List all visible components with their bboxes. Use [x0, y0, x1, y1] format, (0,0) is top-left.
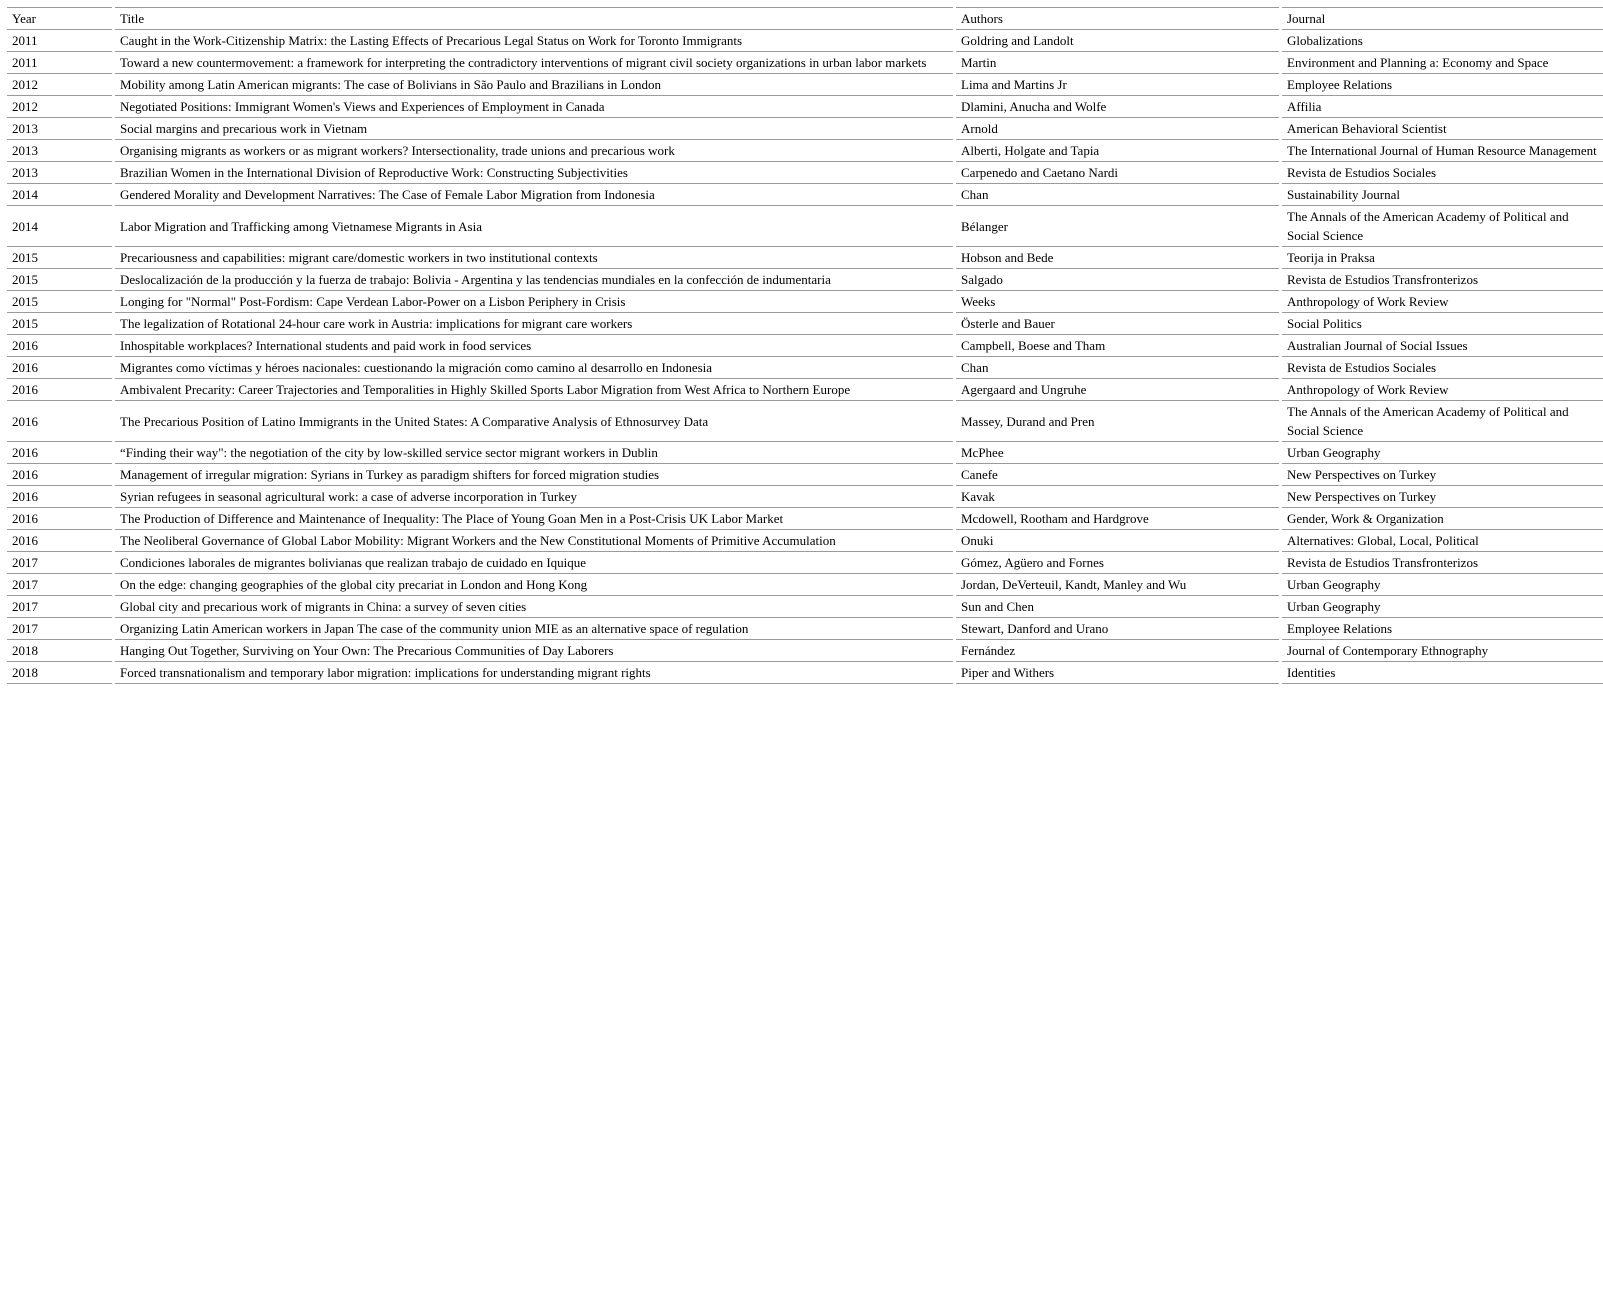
cell-year: 2015 — [7, 312, 112, 334]
cell-year: 2016 — [7, 356, 112, 378]
table-row — [7, 268, 1603, 290]
cell-title: Deslocalización de la producción y la fuerza de trabajo: Bolivia - Argentina y las tendencias mundiales en la confección de indumentaria — [115, 268, 953, 290]
cell-title: Gendered Morality and Development Narratives: The Case of Female Labor Migration from Indonesia — [115, 183, 953, 205]
table-row — [7, 95, 1603, 117]
cell-title: Negotiated Positions: Immigrant Women's Views and Experiences of Employment in Canada — [115, 95, 953, 117]
cell-journal: Social Politics — [1282, 312, 1603, 334]
cell-journal: Employee Relations — [1282, 617, 1603, 639]
cell-authors: Fernández — [956, 639, 1279, 661]
cell-title: Social margins and precarious work in Vietnam — [115, 117, 953, 139]
cell-year: 2016 — [7, 400, 112, 441]
table-row — [7, 334, 1603, 356]
cell-title: Longing for "Normal" Post-Fordism: Cape Verdean Labor-Power on a Lisbon Periphery in Crisis — [115, 290, 953, 312]
cell-title: Ambivalent Precarity: Career Trajectories and Temporalities in Highly Skilled Sports Labor Migration from West Africa to Northern Europe — [115, 378, 953, 400]
cell-authors: Chan — [956, 183, 1279, 205]
cell-year: 2016 — [7, 529, 112, 551]
header-row — [7, 7, 1603, 29]
table-row — [7, 529, 1603, 551]
table-row — [7, 617, 1603, 639]
table-row — [7, 661, 1603, 684]
table-row — [7, 639, 1603, 661]
cell-title: The Precarious Position of Latino Immigrants in the United States: A Comparative Analysis of Ethnosurvey Data — [115, 400, 953, 441]
cell-year: 2018 — [7, 661, 112, 684]
cell-authors: Sun and Chen — [956, 595, 1279, 617]
cell-journal: Urban Geography — [1282, 573, 1603, 595]
cell-authors: Arnold — [956, 117, 1279, 139]
table-row — [7, 51, 1603, 73]
cell-authors: Martin — [956, 51, 1279, 73]
cell-journal: Globalizations — [1282, 29, 1603, 51]
cell-journal: Gender, Work & Organization — [1282, 507, 1603, 529]
cell-authors: Stewart, Danford and Urano — [956, 617, 1279, 639]
cell-journal: Alternatives: Global, Local, Political — [1282, 529, 1603, 551]
table-row — [7, 463, 1603, 485]
cell-authors: Campbell, Boese and Tham — [956, 334, 1279, 356]
cell-journal: Environment and Planning a: Economy and Space — [1282, 51, 1603, 73]
cell-journal: Employee Relations — [1282, 73, 1603, 95]
cell-authors: Kavak — [956, 485, 1279, 507]
cell-title: Precariousness and capabilities: migrant care/domestic workers in two institutional contexts — [115, 246, 953, 268]
cell-authors: Weeks — [956, 290, 1279, 312]
cell-authors: McPhee — [956, 441, 1279, 463]
table-row — [7, 378, 1603, 400]
cell-authors: Goldring and Landolt — [956, 29, 1279, 51]
cell-journal: Urban Geography — [1282, 595, 1603, 617]
cell-journal: Sustainability Journal — [1282, 183, 1603, 205]
table-row — [7, 507, 1603, 529]
header-journal: Journal — [1282, 7, 1603, 29]
cell-year: 2018 — [7, 639, 112, 661]
cell-year: 2011 — [7, 51, 112, 73]
cell-authors: Carpenedo and Caetano Nardi — [956, 161, 1279, 183]
cell-authors: Canefe — [956, 463, 1279, 485]
header-title: Title — [115, 7, 953, 29]
cell-title: Organizing Latin American workers in Japan The case of the community union MIE as an alternative space of regulation — [115, 617, 953, 639]
cell-authors: Salgado — [956, 268, 1279, 290]
cell-journal: Revista de Estudios Sociales — [1282, 356, 1603, 378]
cell-title: Caught in the Work-Citizenship Matrix: the Lasting Effects of Precarious Legal Status on Work for Toronto Immigrants — [115, 29, 953, 51]
cell-year: 2013 — [7, 161, 112, 183]
table-row — [7, 573, 1603, 595]
cell-authors: Lima and Martins Jr — [956, 73, 1279, 95]
cell-year: 2017 — [7, 595, 112, 617]
cell-title: Migrantes como víctimas y héroes nacionales: cuestionando la migración como camino al desarrollo en Indonesia — [115, 356, 953, 378]
table-row — [7, 290, 1603, 312]
cell-title: “Finding their way": the negotiation of the city by low-skilled service sector migrant workers in Dublin — [115, 441, 953, 463]
cell-authors: Hobson and Bede — [956, 246, 1279, 268]
cell-title: Organising migrants as workers or as migrant workers? Intersectionality, trade unions and precarious work — [115, 139, 953, 161]
table-row — [7, 485, 1603, 507]
table-body — [7, 29, 1603, 684]
cell-year: 2017 — [7, 573, 112, 595]
cell-journal: Anthropology of Work Review — [1282, 378, 1603, 400]
cell-authors: Österle and Bauer — [956, 312, 1279, 334]
cell-authors: Piper and Withers — [956, 661, 1279, 684]
cell-year: 2016 — [7, 463, 112, 485]
cell-year: 2011 — [7, 29, 112, 51]
table-row — [7, 29, 1603, 51]
cell-authors: Dlamini, Anucha and Wolfe — [956, 95, 1279, 117]
table-row — [7, 183, 1603, 205]
cell-journal: American Behavioral Scientist — [1282, 117, 1603, 139]
cell-title: Forced transnationalism and temporary labor migration: implications for understanding migrant rights — [115, 661, 953, 684]
table-row — [7, 117, 1603, 139]
cell-journal: Anthropology of Work Review — [1282, 290, 1603, 312]
cell-year: 2013 — [7, 117, 112, 139]
cell-journal: New Perspectives on Turkey — [1282, 485, 1603, 507]
cell-title: Mobility among Latin American migrants: The case of Bolivians in São Paulo and Brazilians in London — [115, 73, 953, 95]
cell-journal: The Annals of the American Academy of Political and Social Science — [1282, 400, 1603, 441]
cell-journal: Australian Journal of Social Issues — [1282, 334, 1603, 356]
cell-year: 2015 — [7, 290, 112, 312]
cell-journal: Identities — [1282, 661, 1603, 684]
table-row — [7, 595, 1603, 617]
cell-year: 2016 — [7, 441, 112, 463]
cell-authors: Onuki — [956, 529, 1279, 551]
table-row — [7, 400, 1603, 441]
cell-year: 2012 — [7, 95, 112, 117]
cell-year: 2016 — [7, 378, 112, 400]
cell-year: 2016 — [7, 507, 112, 529]
cell-title: The Neoliberal Governance of Global Labor Mobility: Migrant Workers and the New Constitutional Moments of Primitive Accumulation — [115, 529, 953, 551]
cell-authors: Bélanger — [956, 205, 1279, 246]
cell-title: The legalization of Rotational 24-hour care work in Austria: implications for migrant care workers — [115, 312, 953, 334]
cell-title: On the edge: changing geographies of the global city precariat in London and Hong Kong — [115, 573, 953, 595]
cell-journal: Revista de Estudios Transfronterizos — [1282, 268, 1603, 290]
table-row — [7, 441, 1603, 463]
cell-title: Hanging Out Together, Surviving on Your Own: The Precarious Communities of Day Laborers — [115, 639, 953, 661]
cell-journal: New Perspectives on Turkey — [1282, 463, 1603, 485]
table-row — [7, 312, 1603, 334]
cell-title: Inhospitable workplaces? International students and paid work in food services — [115, 334, 953, 356]
cell-journal: Journal of Contemporary Ethnography — [1282, 639, 1603, 661]
cell-journal: Revista de Estudios Transfronterizos — [1282, 551, 1603, 573]
table-row — [7, 551, 1603, 573]
cell-title: Labor Migration and Trafficking among Vietnamese Migrants in Asia — [115, 205, 953, 246]
table-row — [7, 73, 1603, 95]
table-row — [7, 205, 1603, 246]
cell-year: 2014 — [7, 205, 112, 246]
cell-journal: Affilia — [1282, 95, 1603, 117]
cell-title: Syrian refugees in seasonal agricultural work: a case of adverse incorporation in Turkey — [115, 485, 953, 507]
cell-journal: The International Journal of Human Resource Management — [1282, 139, 1603, 161]
cell-authors: Mcdowell, Rootham and Hardgrove — [956, 507, 1279, 529]
cell-journal: Revista de Estudios Sociales — [1282, 161, 1603, 183]
cell-title: Condiciones laborales de migrantes bolivianas que realizan trabajo de cuidado en Iquique — [115, 551, 953, 573]
cell-year: 2016 — [7, 334, 112, 356]
cell-authors: Chan — [956, 356, 1279, 378]
cell-title: Management of irregular migration: Syrians in Turkey as paradigm shifters for forced migration studies — [115, 463, 953, 485]
header-year: Year — [7, 7, 112, 29]
cell-year: 2013 — [7, 139, 112, 161]
cell-authors: Agergaard and Ungruhe — [956, 378, 1279, 400]
table-row — [7, 161, 1603, 183]
cell-year: 2017 — [7, 617, 112, 639]
cell-title: The Production of Difference and Maintenance of Inequality: The Place of Young Goan Men in a Post-Crisis UK Labor Market — [115, 507, 953, 529]
cell-journal: The Annals of the American Academy of Political and Social Science — [1282, 205, 1603, 246]
cell-journal: Teorija in Praksa — [1282, 246, 1603, 268]
cell-year: 2017 — [7, 551, 112, 573]
cell-year: 2016 — [7, 485, 112, 507]
cell-title: Toward a new countermovement: a framework for interpreting the contradictory interventions of migrant civil society organizations in urban labor markets — [115, 51, 953, 73]
cell-year: 2015 — [7, 246, 112, 268]
cell-title: Global city and precarious work of migrants in China: a survey of seven cities — [115, 595, 953, 617]
cell-journal: Urban Geography — [1282, 441, 1603, 463]
table-row — [7, 246, 1603, 268]
cell-year: 2014 — [7, 183, 112, 205]
cell-authors: Jordan, DeVerteuil, Kandt, Manley and Wu — [956, 573, 1279, 595]
cell-authors: Massey, Durand and Pren — [956, 400, 1279, 441]
publications-table — [4, 7, 1603, 684]
cell-authors: Alberti, Holgate and Tapia — [956, 139, 1279, 161]
header-authors: Authors — [956, 7, 1279, 29]
cell-title: Brazilian Women in the International Division of Reproductive Work: Constructing Subjectivities — [115, 161, 953, 183]
cell-authors: Gómez, Agüero and Fornes — [956, 551, 1279, 573]
table-row — [7, 356, 1603, 378]
cell-year: 2012 — [7, 73, 112, 95]
table-row — [7, 139, 1603, 161]
cell-year: 2015 — [7, 268, 112, 290]
